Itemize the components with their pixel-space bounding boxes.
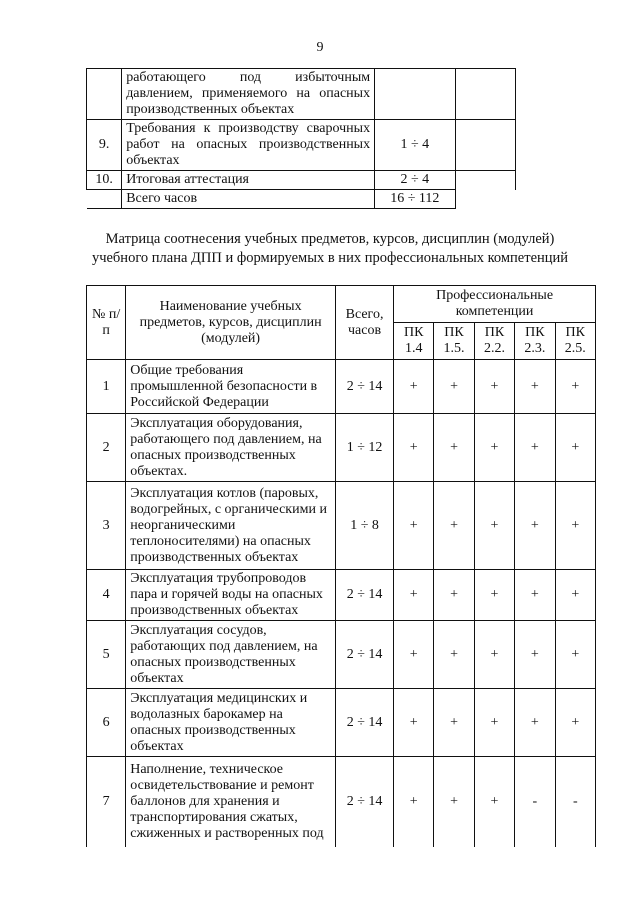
competence-matrix-table xyxy=(86,285,596,847)
hours-cell: 1 ÷ 4 xyxy=(375,120,456,171)
table-row xyxy=(87,190,516,209)
hours-cell: 1 ÷ 8 xyxy=(335,482,393,570)
competence-mark: + xyxy=(555,360,595,414)
competence-mark: + xyxy=(474,621,514,689)
subject-name: Эксплуатация котлов (паровых, водогрейных, с органическими и неорганическими теплоносителями) на опасных производственных объектах xyxy=(126,482,336,570)
hours-cell: 16 ÷ 112 xyxy=(375,190,456,209)
competence-mark: + xyxy=(394,689,434,757)
header-pk-1-4: ПК 1.4 xyxy=(394,323,434,360)
empty-cell xyxy=(455,69,515,120)
hours-cell: 2 ÷ 4 xyxy=(375,171,456,190)
subject-name: Эксплуатация трубопроводов пара и горячей воды на опасных производственных объектах xyxy=(126,570,336,621)
header-num: № п/п xyxy=(87,286,126,360)
table-row xyxy=(87,482,596,570)
row-number: 5 xyxy=(87,621,126,689)
header-competences: Профессиональные компетенции xyxy=(394,286,596,323)
row-number xyxy=(87,190,122,209)
row-number: 2 xyxy=(87,414,126,482)
competence-mark: - xyxy=(515,757,555,847)
competence-mark: + xyxy=(474,360,514,414)
competence-mark: + xyxy=(555,414,595,482)
competence-mark: + xyxy=(434,621,474,689)
subject-name: Эксплуатация медицинских и водолазных барокамер на опасных производственных объектах xyxy=(126,689,336,757)
row-number: 1 xyxy=(87,360,126,414)
subject-name: Эксплуатация оборудования, работающего под давлением, на опасных производственных объектах. xyxy=(126,414,336,482)
hours-table-continuation xyxy=(86,68,516,209)
subject-name: Всего часов xyxy=(122,190,375,209)
table-row xyxy=(87,69,516,120)
competence-mark: + xyxy=(515,570,555,621)
competence-mark: + xyxy=(555,570,595,621)
hours-cell: 2 ÷ 14 xyxy=(335,621,393,689)
hours-cell: 1 ÷ 12 xyxy=(335,414,393,482)
competence-mark: + xyxy=(394,414,434,482)
matrix-title-line-1: Матрица соотнесения учебных предметов, курсов, дисциплин (модулей) xyxy=(105,231,555,247)
competence-mark: + xyxy=(394,482,434,570)
competence-mark: - xyxy=(555,757,595,847)
row-number: 9. xyxy=(87,120,122,171)
subject-name: Требования к производству сварочных работ на опасных производственных объектах xyxy=(122,120,375,171)
row-number: 10. xyxy=(87,171,122,190)
subject-name: Итоговая аттестация xyxy=(122,171,375,190)
competence-mark: + xyxy=(474,414,514,482)
header-hours: Всего, часов xyxy=(335,286,393,360)
empty-cell xyxy=(455,171,515,190)
competence-mark: + xyxy=(474,482,514,570)
competence-mark: + xyxy=(474,757,514,847)
page-number: 9 xyxy=(316,40,324,55)
row-number: 7 xyxy=(87,757,126,847)
competence-mark: + xyxy=(434,689,474,757)
competence-mark: + xyxy=(555,689,595,757)
subject-name: Наполнение, техническое освидетельствование и ремонт баллонов для хранения и транспортирования сжатых, сжиженных и растворенных под xyxy=(126,757,336,847)
table-row xyxy=(87,171,516,190)
competence-mark: + xyxy=(555,621,595,689)
row-number: 3 xyxy=(87,482,126,570)
competence-mark: + xyxy=(434,570,474,621)
subject-name: Общие требования промышленной безопасности в Российской Федерации xyxy=(126,360,336,414)
row-number: 6 xyxy=(87,689,126,757)
competence-mark: + xyxy=(515,621,555,689)
competence-mark: + xyxy=(394,757,434,847)
hours-cell xyxy=(375,69,456,120)
table-row xyxy=(87,120,516,171)
competence-mark: + xyxy=(394,360,434,414)
competence-mark: + xyxy=(474,689,514,757)
header-pk-2-2: ПК 2.2. xyxy=(474,323,514,360)
competence-mark: + xyxy=(434,360,474,414)
competence-mark: + xyxy=(515,482,555,570)
row-number: 4 xyxy=(87,570,126,621)
header-pk-2-3: ПК 2.3. xyxy=(515,323,555,360)
empty-cell xyxy=(455,190,515,209)
header-pk-2-5: ПК 2.5. xyxy=(555,323,595,360)
subject-name: Эксплуатация сосудов, работающих под давлением, на опасных производственных объектах xyxy=(126,621,336,689)
table-row xyxy=(87,757,596,847)
hours-cell: 2 ÷ 14 xyxy=(335,360,393,414)
competence-mark: + xyxy=(515,414,555,482)
header-row xyxy=(87,286,596,323)
competence-mark: + xyxy=(434,757,474,847)
header-pk-1-5: ПК 1.5. xyxy=(434,323,474,360)
subject-name: работающего под избыточным давлением, применяемого на опасных производственных объектах xyxy=(122,69,375,120)
competence-mark: + xyxy=(515,360,555,414)
empty-cell xyxy=(455,120,515,171)
row-number xyxy=(87,69,122,120)
table-row xyxy=(87,360,596,414)
competence-mark: + xyxy=(555,482,595,570)
competence-mark: + xyxy=(434,482,474,570)
header-name: Наименование учебных предметов, курсов, дисциплин (модулей) xyxy=(126,286,336,360)
table-row xyxy=(87,689,596,757)
hours-cell: 2 ÷ 14 xyxy=(335,689,393,757)
competence-mark: + xyxy=(394,570,434,621)
hours-cell: 2 ÷ 14 xyxy=(335,757,393,847)
table-row xyxy=(87,414,596,482)
matrix-title xyxy=(60,230,600,268)
table-row xyxy=(87,621,596,689)
competence-mark: + xyxy=(515,689,555,757)
competence-mark: + xyxy=(394,621,434,689)
matrix-title-line-2: учебного плана ДПП и формируемых в них профессиональных компетенций xyxy=(91,250,569,266)
table-row xyxy=(87,570,596,621)
hours-cell: 2 ÷ 14 xyxy=(335,570,393,621)
competence-mark: + xyxy=(434,414,474,482)
competence-mark: + xyxy=(474,570,514,621)
